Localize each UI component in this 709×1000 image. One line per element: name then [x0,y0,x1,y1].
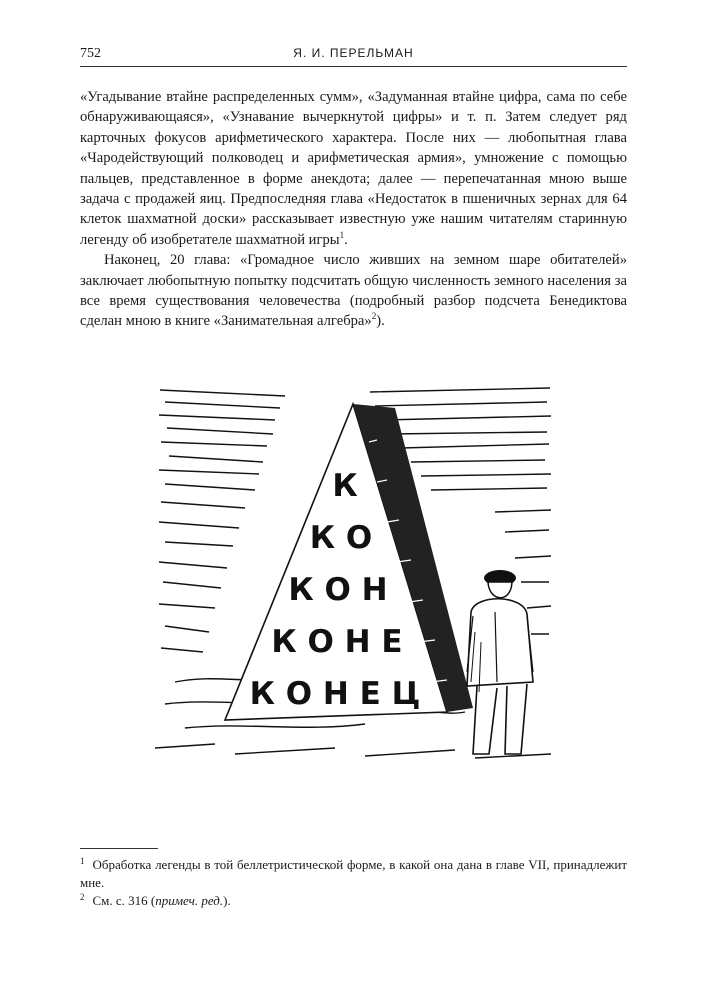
paragraph [80,87,627,250]
page-number: 752 [80,46,101,61]
footnote [80,856,627,892]
man-figure [467,570,533,754]
body-text [80,87,627,332]
inscription-line: К О Н Е Ц [249,676,421,712]
running-head: Я. И. ПЕРЕЛЬМАН [293,46,414,60]
inscription-line: К О Н Е [271,624,403,660]
footnote-mark: 2 [80,891,85,902]
footnote-text: См. с. 316 ( [92,893,156,908]
footnote-end: ). [223,893,231,908]
footnote-text: Обработка легенды в той беллетристической форме, в какой она дана в главе VII, принадлежит мне. [80,857,627,890]
inscription-line: К [332,468,358,504]
paragraph-end: ). [376,313,385,330]
pyramid-illustration [155,382,555,772]
footnote-mark: 1 [80,855,85,866]
footnote-ref: 1 [339,229,345,240]
illustration-svg [155,382,555,772]
inscription-line: К О [309,520,373,556]
footnote-italic: примеч. ред. [155,893,224,908]
inscription-line: К О Н [288,572,388,608]
page-header [80,44,627,67]
footnote-ref: 2 [371,311,377,322]
paragraph-text: Наконец, 20 глава: «Громадное число живших на земном шаре обитателей» заключает любопытную попытку подсчитать общую численность земного населения за все время существования человечества (подробный разбор подсчета Бенедиктова сделан мною в книге «Занимательная алгебра» [80,252,627,330]
footnote-rule [80,848,158,849]
paragraph-end: . [344,231,348,248]
footnote [80,892,627,910]
paragraph-text: «Угадывание втайне распределенных сумм», «Задуманная втайне цифра, сама по себе обнаруживающаяся», «Узнавание вычеркнутой цифры» и т. п. Затем следует ряд карточных фокусов арифметического характера. После них — любопытная глава «Чародействующий полководец и арифметическая армия», умножение с помощью пальцев, представленное в форме анекдота; далее — перепечатанная мною выше задача с продажей яиц. Предпоследняя глава «Недостаток в пшеничных зернах для 64 клеток шахматной доски» рассказывает известную уже нашим читателям старинную легенду об изобретателе шахматной игры [80,89,627,248]
footnotes [80,856,627,910]
paragraph [80,250,627,332]
